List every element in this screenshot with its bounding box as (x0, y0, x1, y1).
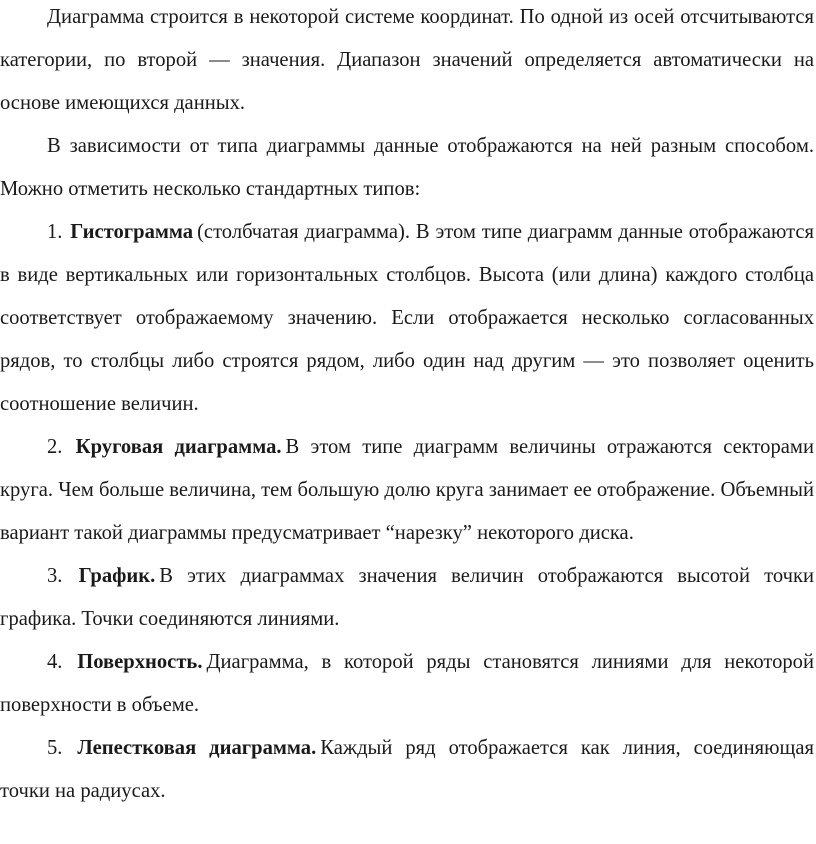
list-item-text: Диаграмма, в которой ряды становятся линиями для некоторой поверхности в объеме. (0, 651, 814, 716)
list-item-text: (столбчатая диаграмма). В этом типе диаграмм данные отображаются в виде вертикальных или горизонтальных столбцов. Высота (или длина) каждого столбца соответствует отображаемому значению. Если отображается несколько согласованных рядов, то столбцы либо строятся рядом, либо один над другим — это позволяет оценить соотношение величин. (0, 221, 815, 415)
list-item-line-chart (0, 555, 814, 641)
paragraph-intro: Диаграмма строится в некоторой системе координат. По одной из осей отсчитываются категории, по второй — значения. Диапазон значений определяется автоматически на основе имеющихся данных. (0, 6, 814, 114)
paragraph-types-intro: В зависимости от типа диаграммы данные отображаются на ней разным способом. Можно отметить несколько стандартных типов: (0, 135, 814, 200)
list-item-surface (0, 641, 814, 727)
list-item-text: В этом типе диаграмм величины отражаются секторами круга. Чем больше величина, тем большую долю круга занимает ее отображение. Объемный вариант такой диаграммы предусматривает “нарезку” некоторого диска. (0, 436, 814, 544)
list-item-term: Поверхность. (77, 651, 203, 673)
list-item-histogram (0, 211, 814, 426)
list-item-term: Гистограмма (70, 221, 194, 243)
list-item-pie-chart (0, 426, 814, 555)
list-item-number: 4. (47, 651, 63, 673)
list-item-radar-chart (0, 727, 814, 813)
list-item-text: Каждый ряд отображается как линия, соединяющая точки на радиусах. (0, 737, 814, 802)
list-item-term: График. (78, 565, 156, 587)
list-item-number: 1. (47, 221, 63, 243)
list-item-number: 5. (47, 737, 63, 759)
list-item-number: 3. (47, 565, 63, 587)
list-item-term: Лепестковая диаграмма. (77, 737, 317, 759)
list-item-number: 2. (47, 436, 63, 458)
list-item-text: В этих диаграммах значения величин отображаются высотой точки графика. Точки соединяются линиями. (0, 565, 814, 630)
list-item-term: Круговая диаграмма. (75, 436, 282, 458)
